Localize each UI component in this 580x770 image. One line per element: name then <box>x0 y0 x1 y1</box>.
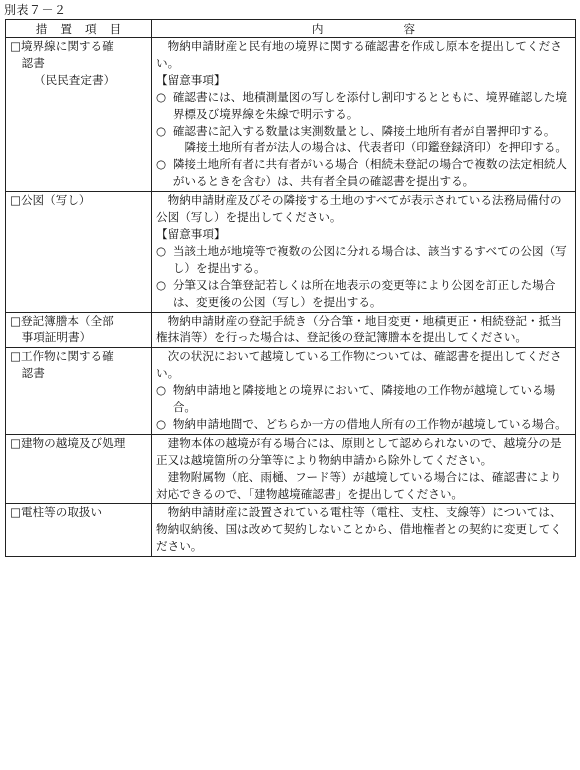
item-cell <box>6 434 152 504</box>
content-paragraph: 物納申請財産に設置されている電柱等（電柱、支柱、支線等）については、物納収納後、国は改めて契約しないことから、借地権者との契約に変更してください。 <box>156 505 562 554</box>
item-cell <box>6 38 152 192</box>
table-row <box>6 434 576 504</box>
content-paragraph: 建物附属物（庇、雨樋、フード等）が越境している場合には、確認書により対応できるので、「建物越境確認書」を提出してください。 <box>156 469 562 501</box>
note-text: 確認書には、地積測量図の写しを添付し割印するとともに、境界確認した境界標及び境界線を朱線で明示する。 <box>172 89 568 121</box>
item-name: □工作物に関する確 認書 <box>10 349 114 381</box>
note-text: 当該土地が地境等で複数の公図に分れる場合は、該当するすべての公図（写し）を提出する。 <box>172 243 567 275</box>
note-item <box>156 382 572 416</box>
table-row <box>6 348 576 435</box>
note-bullet: ○ <box>156 89 167 104</box>
note-item <box>156 123 572 140</box>
note-text: 確認書に記入する数量は実測数量とし、隣接土地所有者が自署押印する。 <box>172 123 556 138</box>
content-cell <box>152 38 576 192</box>
note-bullet: ○ <box>156 416 167 431</box>
content-paragraph: 建物本体の越境が有る場合には、原則として認められないので、越境分の是正又は越境箇所の分筆等により物納申請から除外してください。 <box>156 435 562 467</box>
content-cell <box>152 504 576 557</box>
table-row <box>6 192 576 312</box>
note-bullet: ○ <box>156 277 167 292</box>
note-text: 物納申請地と隣接地との境界において、隣接地の工作物が越境している場合。 <box>172 383 556 415</box>
item-cell <box>6 348 152 435</box>
table-row <box>6 38 576 192</box>
content-cell <box>152 192 576 312</box>
item-name: □電柱等の取扱い <box>10 505 103 520</box>
item-cell <box>6 312 152 348</box>
header-item: 措置項目 <box>6 20 152 38</box>
item-cell <box>6 192 152 312</box>
header-content-left: 内 <box>311 21 324 36</box>
note-item <box>156 243 572 277</box>
note-item <box>156 89 572 123</box>
content-paragraph: 次の状況において越境している工作物については、確認書を提出してください。 <box>156 349 562 381</box>
item-cell <box>6 504 152 557</box>
item-name: □境界線に関する確 認書 <box>10 39 114 70</box>
content-paragraph: 物納申請財産及びその隣接する土地のすべてが表示されている法務局備付の公図（写し）を提出してください。 <box>156 193 562 225</box>
item-subtitle: （民民査定書） <box>34 72 116 87</box>
document-label: 別表７－２ <box>4 3 67 17</box>
item-name: □公図（写し） <box>10 193 91 208</box>
table-header-row <box>6 20 576 38</box>
note-item <box>156 277 572 311</box>
item-name: □建物の越境及び処理 <box>10 435 126 450</box>
note-bullet: ○ <box>156 123 167 138</box>
item-name: □登記簿謄本（全部 事項証明書） <box>10 313 114 345</box>
note-text: 隣接土地所有者に共有者がいる場合（相続未登記の場合で複数の法定相続人がいるときを含む）は、共有者全員の確認書を提出する。 <box>172 157 568 189</box>
content-cell <box>152 348 576 435</box>
note-bullet: ○ <box>156 243 167 258</box>
note-bullet: ○ <box>156 383 167 398</box>
table-row <box>6 504 576 557</box>
notes-heading: 【留意事項】 <box>156 226 226 241</box>
note-extra: 隣接土地所有者が法人の場合は、代表者印（印鑑登録済印）を押印する。 <box>184 140 568 155</box>
note-item <box>156 156 572 190</box>
note-text: 物納申請地間で、どちらか一方の借地人所有の工作物が越境している場合。 <box>172 416 567 431</box>
note-bullet: ○ <box>156 157 167 172</box>
notes-heading: 【留意事項】 <box>156 72 226 87</box>
note-text: 分筆又は合筆登記若しくは所在地表示の変更等により公図を訂正した場合は、変更後の公図（写し）を提出する。 <box>172 277 556 309</box>
measures-table <box>5 19 576 557</box>
content-cell <box>152 434 576 504</box>
table-row <box>6 312 576 348</box>
note-item <box>156 416 572 433</box>
content-cell <box>152 312 576 348</box>
content-paragraph: 物納申請財産の登記手続き（分合筆・地目変更・地積更正・相続登記・抵当権抹消等）を行った場合は、登記後の登記簿謄本を提出してください。 <box>156 313 562 345</box>
header-content <box>152 20 576 38</box>
content-paragraph: 物納申請財産と民有地の境界に関する確認書を作成し原本を提出してください。 <box>156 39 562 70</box>
header-content-right: 容 <box>403 21 416 36</box>
